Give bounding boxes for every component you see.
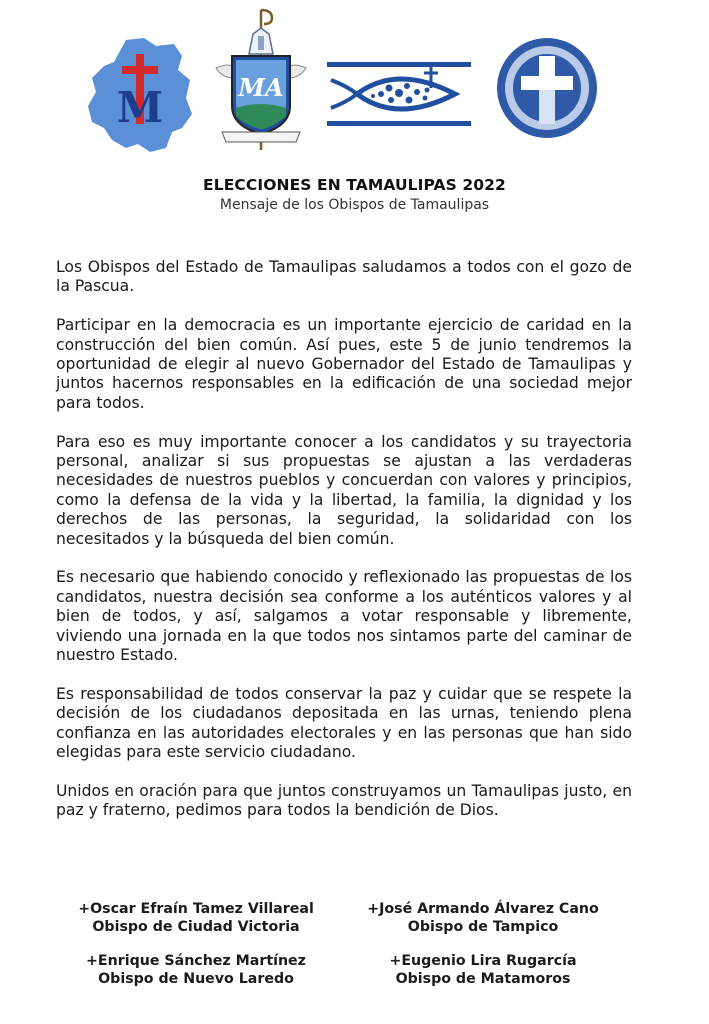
signer-name: +Enrique Sánchez Martínez: [86, 953, 306, 969]
signature-block: [333, 952, 633, 988]
diocese-map-m-cross-logo: [86, 36, 194, 156]
signer-title: Obispo de Matamoros: [395, 971, 571, 987]
message-body: [56, 258, 632, 840]
coat-monogram: MA: [238, 73, 284, 102]
signer-title: Obispo de Nuevo Laredo: [98, 971, 294, 987]
paragraph: Unidos en oración para que juntos construyamos un Tamaulipas justo, en paz y fraterno, pedimos para todos la bendición de Dios.: [56, 781, 632, 820]
fish-cross-logo: [327, 60, 471, 128]
signer-name: +José Armando Álvarez Cano: [367, 901, 599, 917]
logo-letter-m: M: [116, 83, 164, 132]
signature-block: [46, 952, 346, 988]
signer-name: +Oscar Efraín Tamez Villareal: [78, 901, 314, 917]
document-subtitle: Mensaje de los Obispos de Tamaulipas: [219, 197, 490, 213]
paragraph: Los Obispos del Estado de Tamaulipas saludamos a todos con el gozo de la Pascua.: [56, 258, 632, 296]
paragraph: Es necesario que habiendo conocido y reflexionado las propuestas de los candidatos, nuestra decisión sea conforme a los auténticos valores y al bien de todos, y así, salgamos a votar responsable y libremente, viviendo una jornada en la que todos nos sintamos parte del caminar de nuestro Estado.: [56, 568, 632, 665]
paragraph: Para eso es muy importante conocer a los candidatos y su trayectoria personal, analizar si sus propuestas se ajustan a las verdaderas necesidades de nuestros pueblos y concuerdan con valores y principios, como la defensa de la vida y la libertad, la familia, la dignidad y los derechos de las personas, la seguridad, la solidaridad con los necesitados y la búsqueda del bien común.: [56, 432, 632, 548]
signer-title: Obispo de Tampico: [407, 919, 559, 935]
signer-name: +Eugenio Lira Rugarcía: [389, 953, 577, 969]
signature-block: [46, 900, 346, 936]
paragraph: Es responsabilidad de todos conservar la paz y cuidar que se respete la decisión de los ciudadanos depositada en las urnas, teniendo plena confianza en las autoridades electorales y en las personas que han sido elegidas para este servicio ciudadano.: [56, 684, 632, 762]
paragraph: Participar en la democracia es un importante ejercicio de caridad en la construcción del bien común. Así pues, este 5 de junio tendremos la oportunidad de elegir al nuevo Gobernador del Estado de Tamaulipas y juntos hacernos responsables en la edificación de una sociedad mejor para todos.: [56, 316, 632, 412]
episcopal-coat-of-arms: [212, 8, 310, 153]
cross-ring-logo: [495, 36, 599, 140]
signature-block: [333, 900, 633, 936]
logo-row: [0, 0, 709, 160]
document-title: ELECCIONES EN TAMAULIPAS 2022: [203, 176, 506, 194]
signer-title: Obispo de Ciudad Victoria: [92, 919, 300, 935]
